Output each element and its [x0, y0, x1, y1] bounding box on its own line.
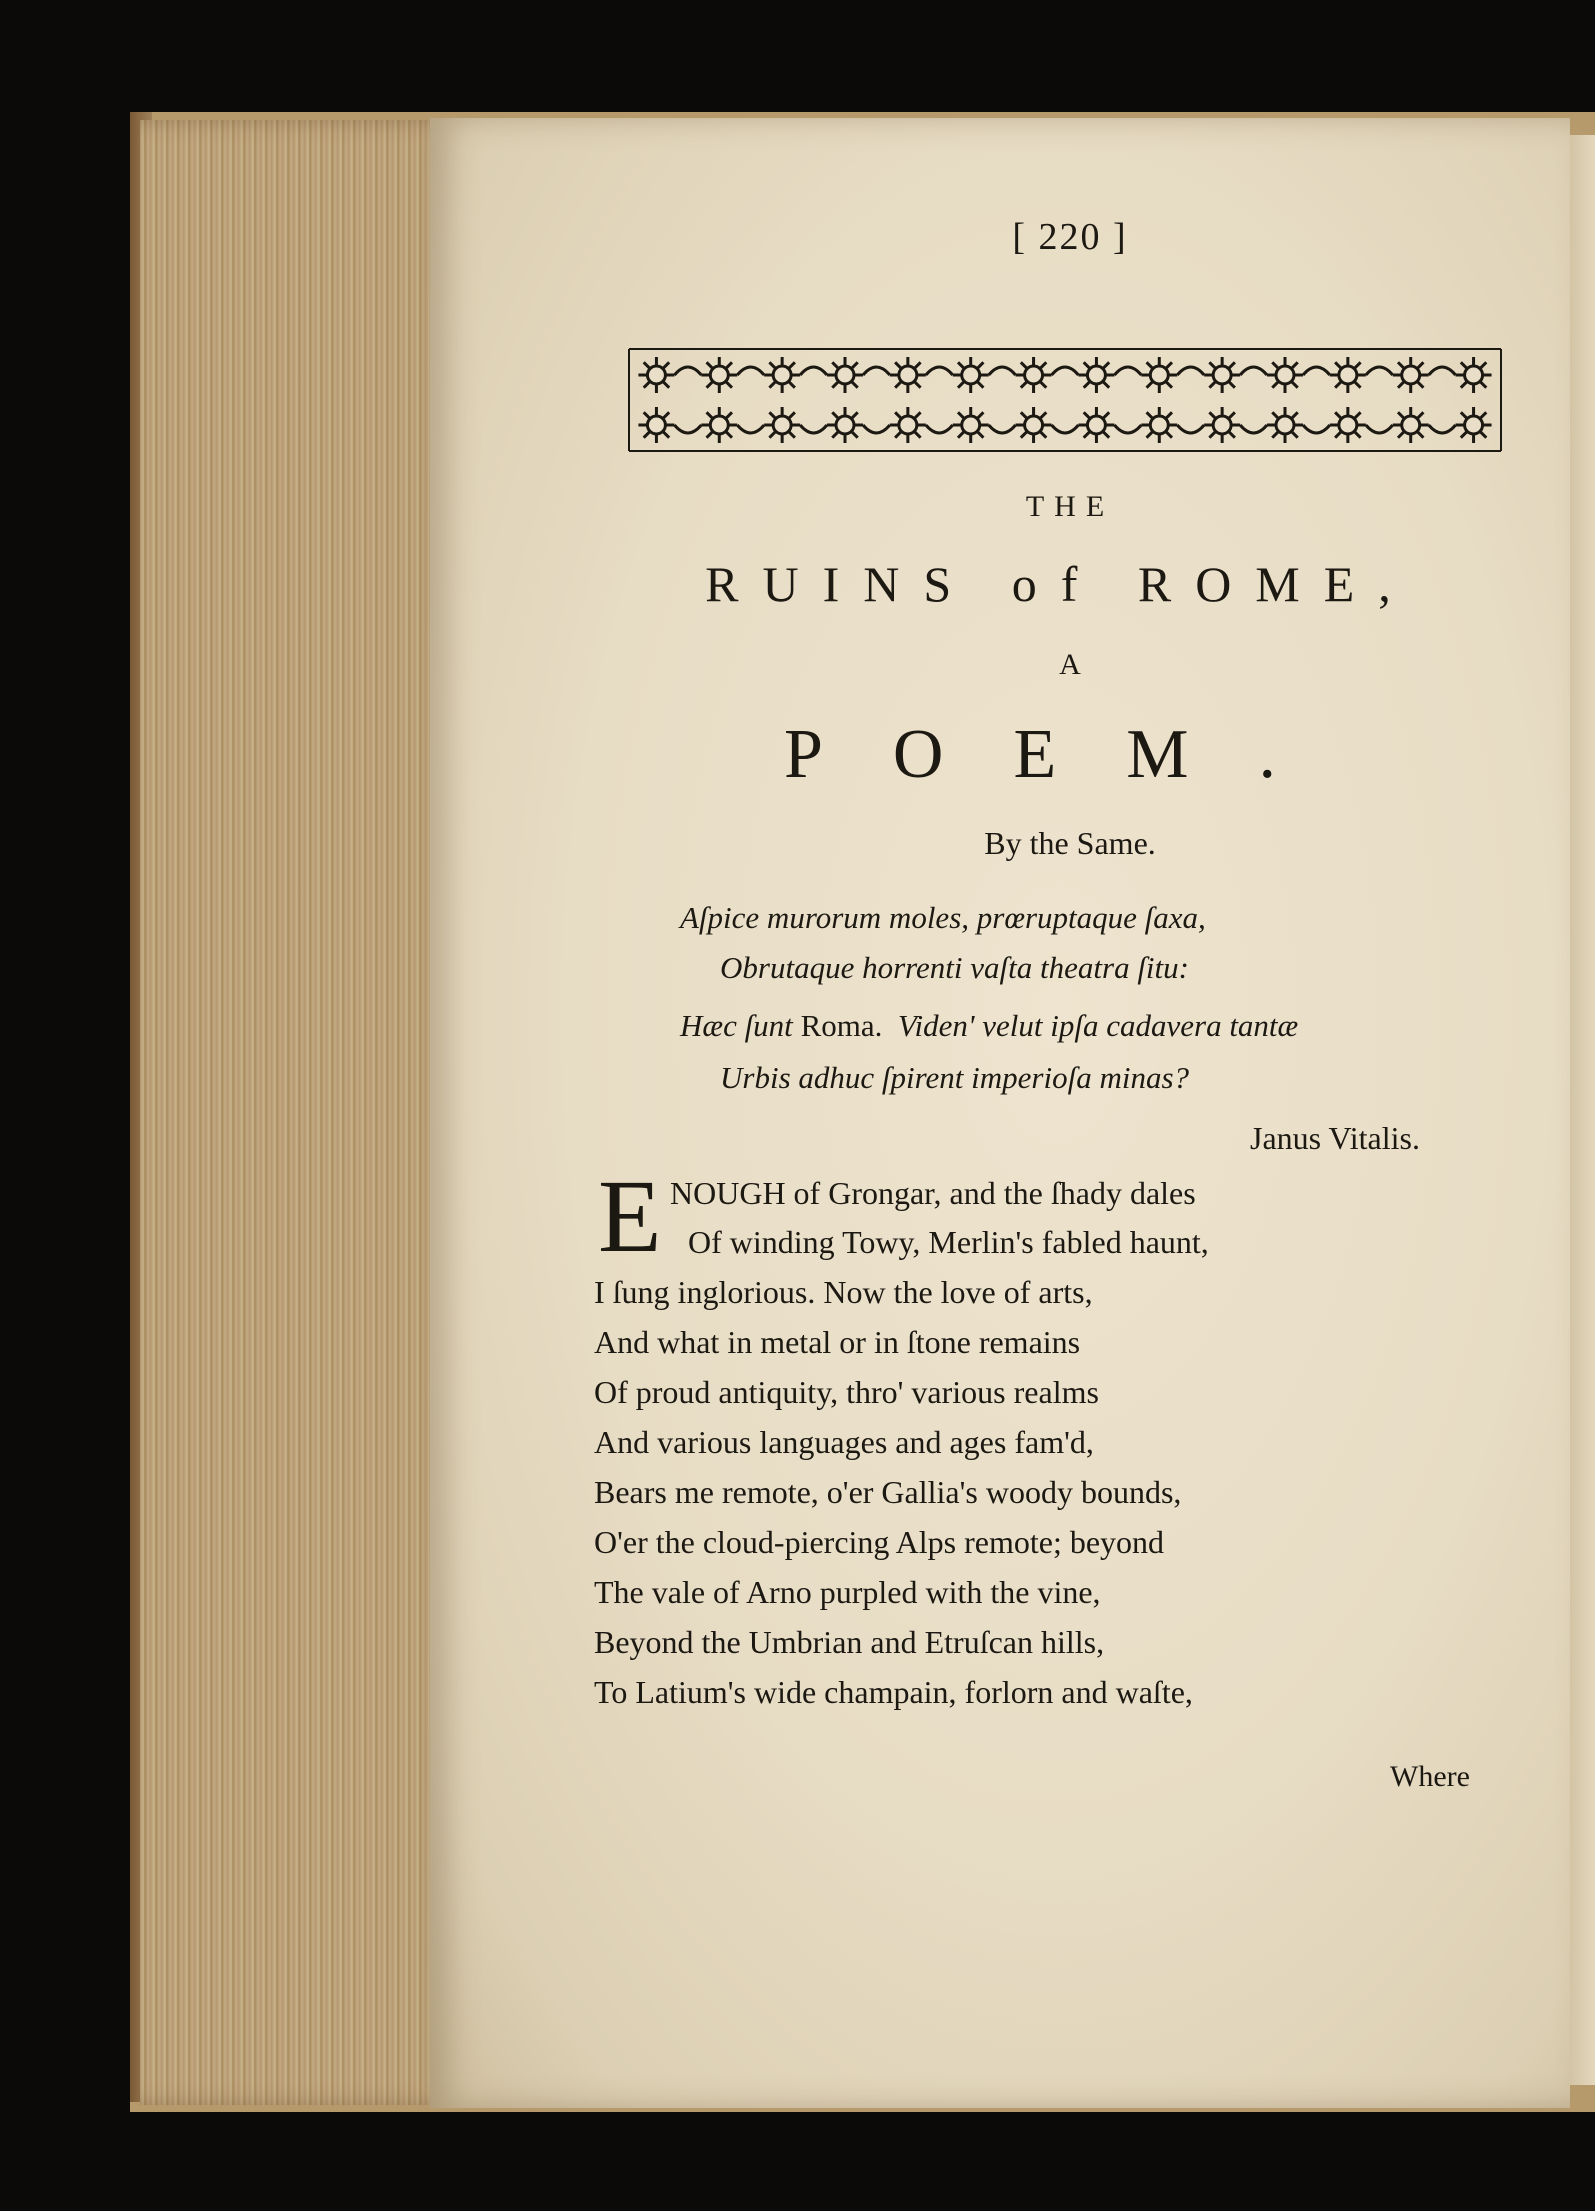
- decorative-ornament-band: [625, 345, 1505, 455]
- poem-line: The vale of Arno purpled with the vine,: [594, 1574, 1101, 1610]
- page-number: [ 220 ]: [1012, 216, 1128, 258]
- page-edges: [140, 120, 450, 2105]
- poem-line: O'er the cloud-piercing Alps remote; beyond: [594, 1524, 1165, 1560]
- epigraph-line-3-end: Viden' velut ipſa cadavera tantæ: [897, 1008, 1299, 1043]
- title-the: THE: [1025, 490, 1115, 523]
- byline: By the Same.: [984, 825, 1156, 861]
- epigraph-line-3-start: Hæc ſunt: [680, 1008, 793, 1043]
- epigraph-line-1: Aſpice murorum moles, prœruptaque ſaxa,: [680, 900, 1206, 935]
- poem-line: And what in metal or in ſtone remains: [594, 1324, 1081, 1360]
- title-ruins-of-rome: RUINS of ROME,: [705, 556, 1415, 612]
- title-poem: POEM.: [784, 716, 1346, 793]
- poem-line: Beyond the Umbrian and Etruſcan hills,: [594, 1624, 1105, 1660]
- poem-line: Of winding Towy, Merlin's fabled haunt,: [688, 1224, 1209, 1260]
- epigraph-roma: Roma.: [800, 1008, 883, 1043]
- poem-line: Bears me remote, o'er Gallia's woody bounds,: [594, 1474, 1182, 1510]
- title-a: A: [1059, 648, 1081, 681]
- epigraph-line-2: Obrutaque horrenti vaſta theatra ſitu:: [720, 950, 1189, 985]
- poem-line: To Latium's wide champain, forlorn and waſte,: [594, 1674, 1193, 1710]
- epigraph-line-4: Urbis adhuc ſpirent imperioſa minas?: [720, 1060, 1190, 1095]
- epigraph-line-3: [680, 1008, 1298, 1044]
- poem-line: And various languages and ages fam'd,: [594, 1424, 1094, 1460]
- poem-line: I ſung inglorious. Now the love of arts,: [594, 1274, 1093, 1310]
- epigraph-attribution: Janus Vitalis.: [1250, 1120, 1420, 1156]
- drop-cap: E: [598, 1159, 662, 1274]
- catchword: Where: [1390, 1760, 1470, 1793]
- poem-line: Of proud antiquity, thro' various realms: [594, 1374, 1099, 1410]
- poem-line: NOUGH of Grongar, and the ſhady dales: [670, 1175, 1196, 1211]
